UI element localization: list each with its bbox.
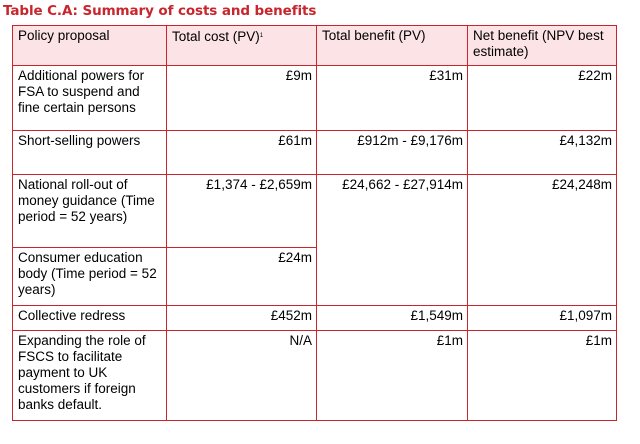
proposal-cell: Consumer education body (Time period = 52 years) (13, 248, 167, 306)
net-cell: £1m (468, 331, 617, 421)
header-row (13, 26, 617, 66)
cost-cell: £24m (167, 248, 317, 306)
costs-benefits-table (12, 25, 617, 421)
cost-cell: £61m (167, 131, 317, 175)
header-net-benefit: Net benefit (NPV best estimate) (468, 26, 617, 66)
benefit-cell: £24,662 - £27,914m (317, 175, 468, 306)
cost-cell: N/A (167, 331, 317, 421)
header-total-benefit: Total benefit (PV) (317, 26, 468, 66)
proposal-cell: Short-selling powers (13, 131, 167, 175)
header-total-cost-label: Total cost (PV) (172, 29, 260, 44)
header-total-cost (167, 26, 317, 66)
proposal-cell: National roll-out of money guidance (Time period = 52 years) (13, 175, 167, 248)
table-title: Table C.A: Summary of costs and benefits (3, 3, 317, 19)
cost-cell: £9m (167, 66, 317, 131)
proposal-cell: Expanding the role of FSCS to facilitate payment to UK customers if foreign banks default. (13, 331, 167, 421)
proposal-cell: Collective redress (13, 306, 167, 331)
benefit-cell: £1m (317, 331, 468, 421)
cost-cell: £452m (167, 306, 317, 331)
table-row (13, 331, 617, 421)
table-row (13, 131, 617, 175)
cost-cell: £1,374 - £2,659m (167, 175, 317, 248)
net-cell: £22m (468, 66, 617, 131)
benefit-cell: £31m (317, 66, 468, 131)
benefit-cell: £1,549m (317, 306, 468, 331)
net-cell: £1,097m (468, 306, 617, 331)
table-row (13, 306, 617, 331)
net-cell: £24,248m (468, 175, 617, 306)
benefit-cell: £912m - £9,176m (317, 131, 468, 175)
header-policy-proposal: Policy proposal (13, 26, 167, 66)
table-row (13, 66, 617, 131)
footnote-marker: 1 (259, 33, 264, 39)
net-cell: £4,132m (468, 131, 617, 175)
table-row (13, 175, 617, 248)
proposal-cell: Additional powers for FSA to suspend and fine certain persons (13, 66, 167, 131)
